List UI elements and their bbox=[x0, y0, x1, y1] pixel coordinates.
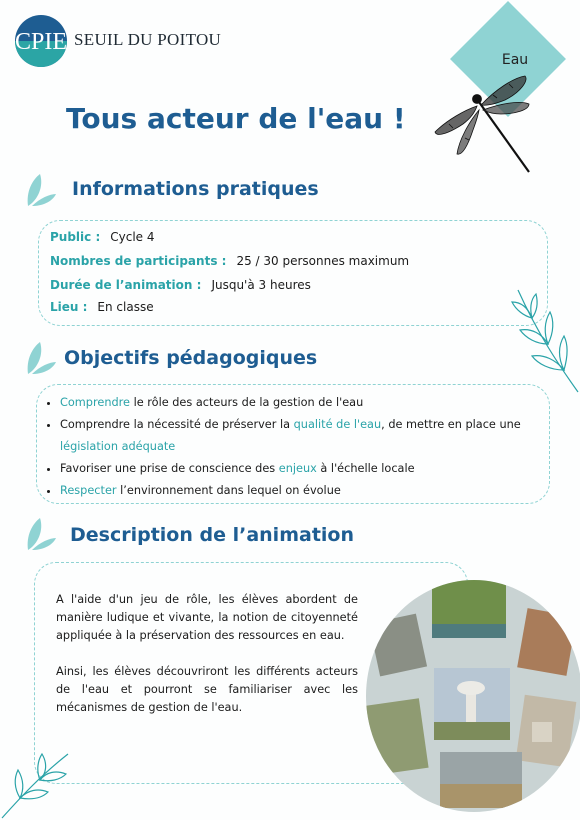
item-text: Comprendre la nécessité de préserver la bbox=[60, 418, 294, 431]
info-row-duration bbox=[50, 278, 311, 292]
highlight-text: Respecter bbox=[60, 484, 117, 497]
description-heading: Description de l’animation bbox=[70, 524, 354, 546]
item-text: Favoriser une prise de conscience des bbox=[60, 462, 279, 475]
leaf-icon bbox=[24, 516, 58, 552]
logo-icon bbox=[14, 14, 68, 68]
info-label: Public : bbox=[50, 230, 101, 244]
highlight-text: législation adéquate bbox=[60, 440, 176, 453]
list-item bbox=[60, 392, 550, 414]
info-row-location bbox=[50, 300, 154, 314]
highlight-text: enjeux bbox=[278, 462, 317, 475]
item-text: le rôle des acteurs de la gestion de l'eau bbox=[130, 396, 364, 409]
leaf-icon bbox=[24, 172, 58, 208]
info-heading: Informations pratiques bbox=[72, 178, 319, 200]
description-text bbox=[56, 591, 358, 735]
category-tag: Eau bbox=[501, 52, 529, 68]
list-item bbox=[60, 414, 550, 458]
description-paragraph: Ainsi, les élèves découvriront les différents acteurs de l'eau et pourront se familiariser avec les mécanismes de gestion de l'eau. bbox=[56, 665, 358, 714]
highlight-text: qualité de l'eau bbox=[293, 418, 382, 431]
page-title: Tous acteur de l'eau ! bbox=[66, 102, 406, 135]
info-label: Durée de l’animation : bbox=[50, 278, 202, 292]
dragonfly-icon bbox=[425, 70, 537, 180]
highlight-text: Comprendre bbox=[60, 396, 130, 409]
info-label: Lieu : bbox=[50, 300, 88, 314]
info-value: 25 / 30 personnes maximum bbox=[236, 254, 410, 268]
list-item bbox=[60, 458, 550, 480]
info-value: Cycle 4 bbox=[110, 230, 155, 244]
info-row-participants bbox=[50, 254, 409, 268]
item-text: , de mettre en place une bbox=[381, 418, 521, 431]
org-name: SEUIL DU POITOU bbox=[74, 30, 222, 49]
info-value: Jusqu'à 3 heures bbox=[211, 278, 311, 292]
leaf-icon bbox=[24, 340, 58, 376]
info-label: Nombres de participants : bbox=[50, 254, 227, 268]
objectives-heading: Objectifs pédagogiques bbox=[64, 347, 318, 369]
fern-icon bbox=[0, 742, 72, 820]
svg-text:CPIE: CPIE bbox=[14, 29, 68, 55]
fern-icon bbox=[498, 284, 580, 394]
game-board-photo bbox=[362, 572, 580, 812]
description-paragraph: A l'aide d'un jeu de rôle, les élèves abordent de manière ludique et vivante, la notion de citoyenneté appliquée à la préservation des ressources en eau. bbox=[56, 593, 358, 642]
info-row-public bbox=[50, 230, 155, 244]
list-item bbox=[60, 480, 550, 502]
objectives-list bbox=[44, 392, 550, 502]
item-text: à l'échelle locale bbox=[316, 462, 415, 475]
item-text: l’environnement dans lequel on évolue bbox=[116, 484, 341, 497]
info-value: En classe bbox=[97, 300, 154, 314]
